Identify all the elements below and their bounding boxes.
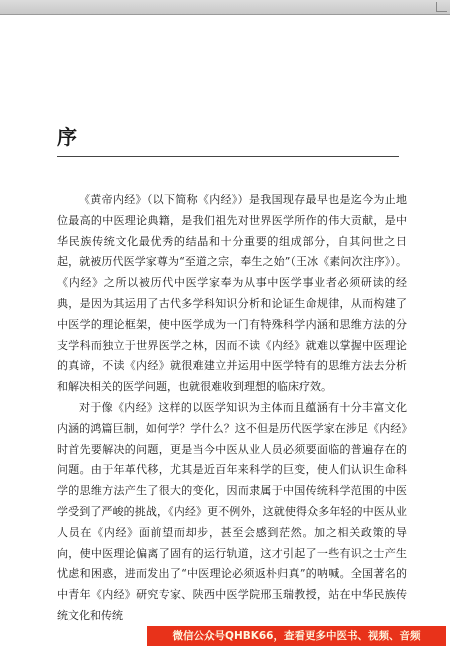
watermark-banner: 微信公众号QHBK66，查看更多中医书、视频、音频: [147, 626, 446, 646]
document-page: [32, 18, 438, 628]
paragraph-2: 对于像《内经》这样的以医学知识为主体而且蕴涵有十分丰富文化内涵的鸿篇巨制，如何学？学什么？这不但是历代医学家在涉足《内经》时首先要解决的问题，更是当今中医从业人员必须要面临的普遍存在的问题。由于年革代移，尤其是近百年来科学的巨变，使人们认识生命科学的思维方法产生了很大的变化，因而隶属于中国传统科学范围的中医学受到了严峻的挑战，《内经》更不例外，这就使得众多年轻的中医从业人员在《内经》面前望而却步，甚至会感到茫然。加之相关政策的导向，使中医理论偏离了固有的运行轨道，这才引起了一些有识之士产生忧虑和困惑，进而发出了“中医理论必须返朴归真”的呐喊。全国著名的中青年《内经》研究专家、陕西中医学院邢玉瑞教授，站在中华民族传统文化和传统: [57, 401, 407, 622]
paragraph-1: 《黄帝内经》（以下简称《内经》）是我国现存最早也是迄今为止地位最高的中医理论典籍，是我们祖先对世界医学所作的伟大贡献，是中华民族传统文化最优秀的结晶和十分重要的组成部分，自其问世之日起，就被历代医学家尊为“至道之宗，奉生之始”（王冰《素问次注序》）。《内经》之所以被历代中医学家奉为从事中医学事业者必须研读的经典，是因为其运用了古代多学科知识分析和论证生命规律，从而构建了中医学的理论框架，使中医学成为一门有特殊科学内涵和思维方法的分支学科而独立于世界医学之林，因而不读《内经》就难以掌握中医理论的真谛，不读《内经》就很难建立并运用中医学特有的思维方法去分析和解决相关的医学问题，也就很难收到理想的临床疗效。: [57, 193, 407, 394]
title-divider: [57, 156, 399, 157]
page-corner-icon: [436, 2, 447, 12]
page-title: 序: [57, 125, 78, 149]
viewer-top-bar: [0, 0, 450, 15]
